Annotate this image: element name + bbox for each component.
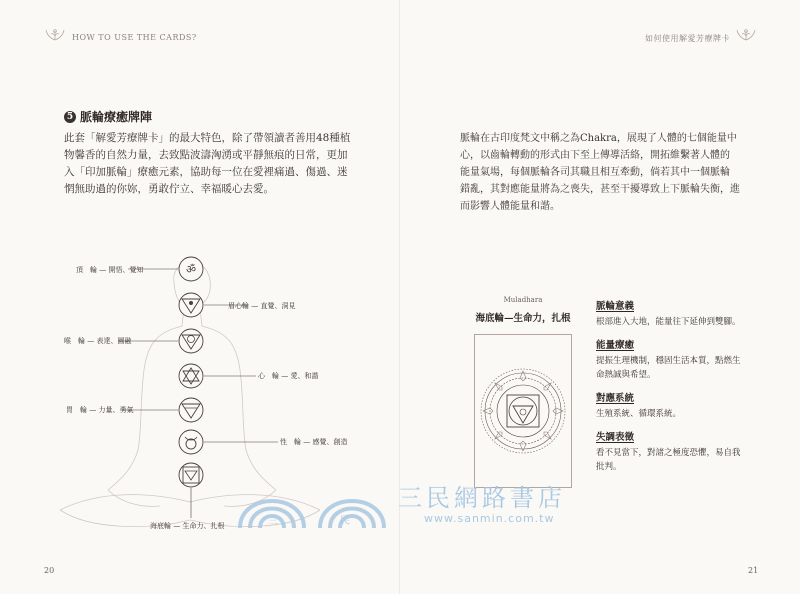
- crown-chakra-icon: [179, 257, 203, 281]
- text-line: 錯亂，其對應能量將為之喪失，甚至干擾導致上下脈輪失衡，進: [460, 184, 740, 195]
- chakra-label-throat: 喉 輪 — 表達、圓融: [64, 337, 132, 345]
- section-number-badge: 5: [64, 111, 76, 123]
- text-line: 心，以齒輪轉動的形式由下至上傳導活絡，開拓維繫著人體的: [460, 150, 730, 161]
- third-eye-chakra-icon: [179, 293, 203, 317]
- solar-plexus-chakra-icon: [179, 398, 203, 422]
- chakra-label-solar-plexus: 胃 輪 — 力量、勇氣: [66, 406, 134, 414]
- watermark-logo-char-right: 民: [340, 516, 350, 527]
- heart-chakra-icon: [179, 364, 203, 388]
- info-text: 看不見當下，對諸之極度恐懼，易自我: [596, 448, 741, 458]
- info-heading: 失調表徵: [596, 432, 635, 443]
- card-subtitle: Muladhara: [503, 296, 543, 304]
- section-heading: [64, 108, 152, 125]
- chakra-label-third-eye: 眉心輪 — 直覺、洞見: [228, 302, 296, 310]
- chakra-label-heart: 心 輪 — 愛、和諧: [258, 372, 319, 380]
- info-heading: 對應系統: [596, 393, 635, 404]
- info-text: 命熱誠與希望。: [596, 370, 656, 380]
- text-line: 惘無助過的你妳，勇敢佇立、幸福暖心去愛。: [64, 183, 274, 195]
- text-line: 能量氣場，每個脈輪各司其職且相互牽動，倘若其中一個脈輪: [460, 167, 730, 178]
- text-line: 脈輪在古印度梵文中稱之為Chakra，展現了人體的七個能量中: [460, 133, 737, 144]
- info-heading: 能量療癒: [596, 340, 635, 351]
- floral-ornament-left-icon: [44, 28, 66, 42]
- chakra-label-root: 海底輪 — 生命力、扎根: [150, 522, 225, 530]
- info-item: [596, 298, 766, 329]
- watermark-logo-char-left: 三: [268, 516, 278, 527]
- chakra-label-sacral: 性 輪 — 感覺、創造: [280, 438, 348, 446]
- muladhara-card: [474, 334, 572, 488]
- info-text: 批判。: [596, 462, 622, 472]
- page-number-left: 20: [44, 566, 55, 575]
- chakra-label-crown: 頂 輪 — 開悟、覺知: [76, 266, 144, 274]
- info-item: [596, 390, 766, 421]
- left-paragraph: [64, 130, 384, 198]
- info-text: 提振生理機制，穩固生活本質，點燃生: [596, 356, 741, 366]
- root-chakra-icon: [179, 463, 203, 487]
- info-text: 生殖系統、循環系統。: [596, 409, 682, 419]
- text-line: 物馨香的自然力量，去致點波濤洶湧或平靜無痕的日常，更加: [64, 149, 348, 161]
- info-heading: 脈輪意義: [596, 301, 635, 312]
- watermark-brand: 三民網路書店: [398, 484, 566, 512]
- chakra-info-list: [596, 298, 766, 474]
- info-item: [596, 337, 766, 382]
- floral-ornament-right-icon: [735, 28, 757, 42]
- running-header-right: 如何使用解愛芳療牌卡: [645, 34, 730, 43]
- right-paragraph: [460, 130, 760, 215]
- section-title: 脈輪療癒牌陣: [80, 110, 153, 124]
- running-header-left: HOW TO USE THE CARDS?: [72, 33, 197, 42]
- watermark-url: www.sanmin.com.tw: [424, 512, 555, 525]
- text-line: 此套「解愛芳療牌卡」的最大特色，除了帶領讀者善用48種植: [64, 132, 351, 144]
- sacral-chakra-icon: [179, 430, 203, 454]
- svg-text:ॐ: ॐ: [185, 263, 197, 276]
- watermark-logo-icon: [232, 472, 392, 532]
- info-item: [596, 429, 766, 474]
- text-line: 入「印加脈輪」療癒元素，協助每一位在愛裡痛過、傷過、迷: [64, 166, 348, 178]
- root-mandala-icon: [475, 335, 571, 487]
- throat-chakra-icon: [179, 329, 203, 353]
- page-number-right: 21: [748, 566, 759, 575]
- card-title: 海底輪—生命力，扎根: [475, 313, 571, 324]
- text-line: 而影響人體能量和諧。: [460, 201, 560, 212]
- info-text: 根部進入大地，能量往下延伸到雙腳。: [596, 317, 741, 327]
